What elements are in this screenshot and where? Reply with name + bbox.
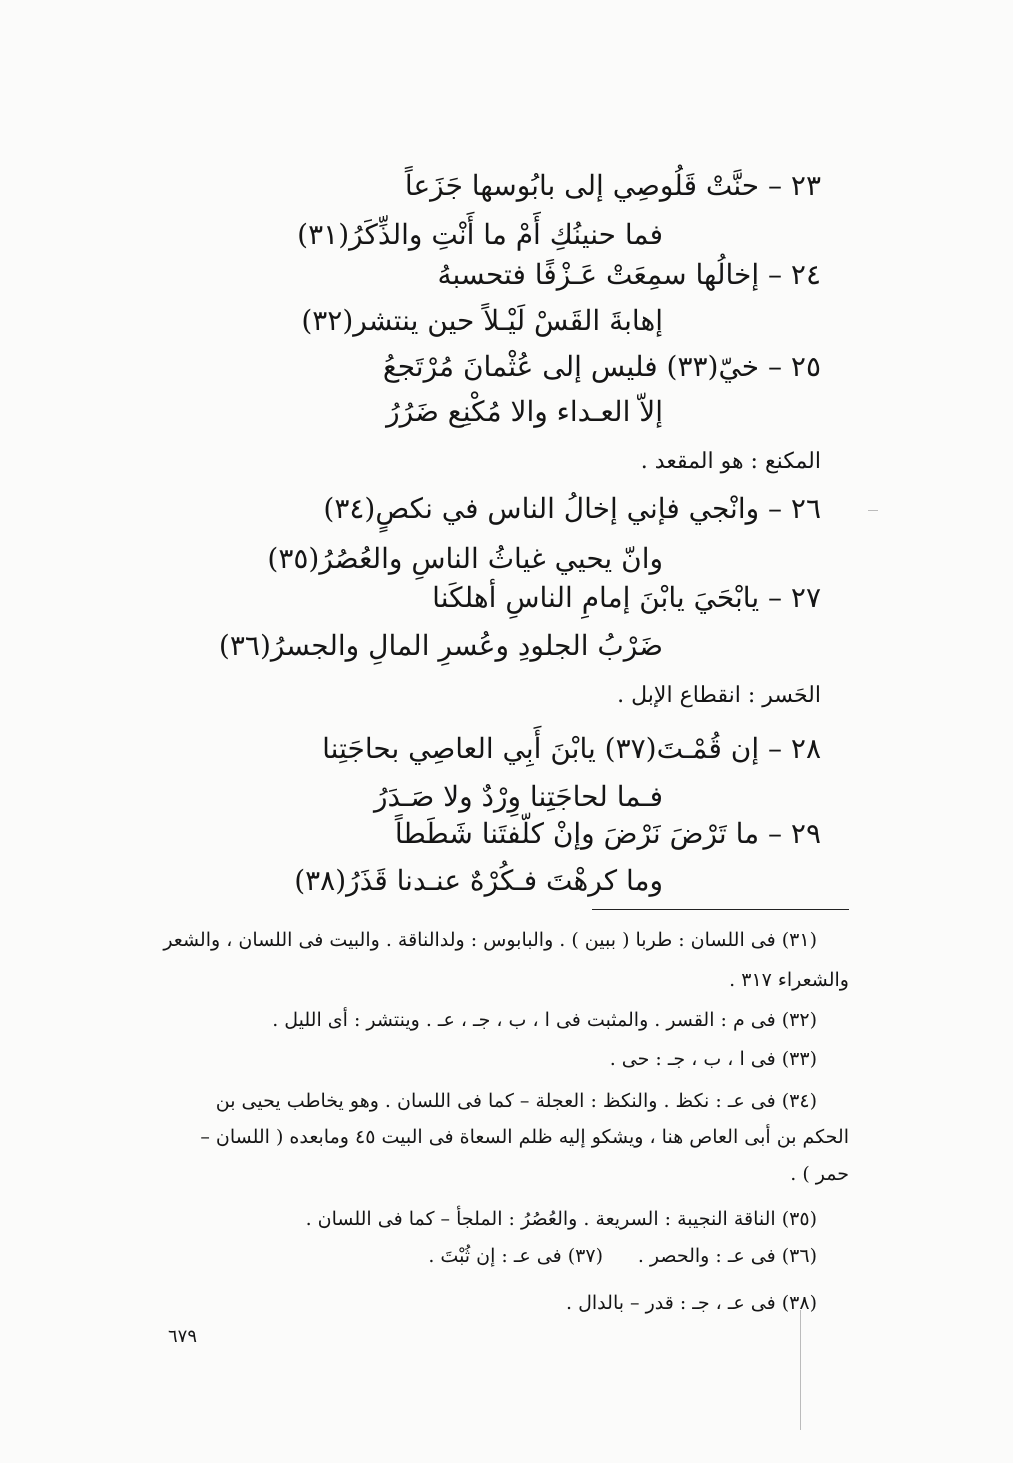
verse-25-line-2: إلاّ العـداء والا مُكْنِع ضَرُرُ [386, 395, 663, 428]
verse-27-line-1: ٢٧ – يابْحَيَ يابْنَ إمامِ الناسِ أهلكَنا [432, 581, 821, 614]
footnote-34-line-1: (٣٤) فى عـ : نكظ . والنكظ : العجلة – كما فى اللسان . وهو يخاطب يحيى بن [215, 1090, 817, 1112]
footnote-33: (٣٣) فى ا ، ب ، جـ : حى . [609, 1048, 817, 1070]
verse-29-line-1: ٢٩ – ما تَرْضَ نَرْضَ وإنْ كلّفتَنا شَطَطاً [394, 817, 821, 850]
verse-28-line-1: ٢٨ – إن قُمْـتَ(٣٧) يابْنَ أَبِي العاصِي بحاجَتِنا [322, 732, 821, 765]
footnote-31-line-1: (٣١) فى اللسان : طربا ( ببين ) . والبابوس : ولدالناقة . والبيت فى اللسان ، والشعر [163, 929, 817, 951]
verse-25-line-1: ٢٥ – خيّ(٣٣) فليس إلى عُثْمانَ مُرْتَجعُ [382, 350, 821, 383]
footnote-31-line-2: والشعراء ٣١٧ . [729, 969, 849, 991]
verse-24-line-1: ٢٤ – إخالُها سمِعَتْ عَـزْفًا فتحسبهُ [437, 258, 821, 291]
verse-23-line-1: ٢٣ – حنَّتْ قَلُوصِي إلى بابُوسها جَزَعاً [404, 169, 821, 202]
verse-23-line-2: فما حنينُكِ أَمْ ما أَنْتِ والذِّكَرُ(٣١) [297, 218, 663, 251]
page-number: ٦٧٩ [168, 1326, 198, 1347]
footnote-36: (٣٦) فى عـ : والحصر . [637, 1245, 817, 1267]
footnote-separator [592, 909, 849, 910]
verse-26-line-2: وانّ يحيي غياثُ الناسِ والعُصُرُ(٣٥) [267, 542, 663, 575]
footnote-35: (٣٥) الناقة النجيبة : السريعة . والعُصُرُ : الملجأ – كما فى اللسان . [305, 1208, 817, 1230]
verse-24-line-2: إهابةَ القَسْ لَيْـلاً حين ينتشر(٣٢) [301, 304, 663, 337]
scan-mark-right-margin [800, 1310, 801, 1430]
verse-28-line-2: فـما لحاجَتِنا وِرْدٌ ولا صَـدَرُ [374, 780, 663, 813]
footnote-38: (٣٨) فى عـ ، جـ : قدر – بالدال . [566, 1292, 817, 1314]
verse-27-line-2: ضَرْبُ الجلودِ وعُسرِ المالِ والجسرُ(٣٦) [218, 629, 663, 662]
footnote-34-line-2: الحكم بن أبى العاص هنا ، ويشكو إليه ظلم السعاة فى البيت ٤٥ ومابعده ( اللسان – [200, 1126, 849, 1148]
gloss-muknia: المكنع : هو المقعد . [640, 449, 821, 474]
verse-26-line-1: ٢٦ – وانْجي فإني إخالُ الناس في نكصٍ(٣٤) [323, 492, 821, 525]
footnote-34-line-3: حمر ) . [790, 1163, 849, 1185]
footnote-37: (٣٧) فى عـ : إن ثُبْتَ . [428, 1245, 603, 1267]
gloss-hasr: الحَسر : انقطاع الإبل . [617, 683, 821, 708]
verse-29-line-2: وما كرهْتَ فـكُرْهٌ عنـدنا قَذَرُ(٣٨) [294, 864, 663, 897]
scan-mark-right-edge [868, 510, 878, 511]
footnote-32: (٣٢) فى م : القسر . والمثبت فى ا ، ب ، جـ ، عـ . وينتشر : أى الليل . [272, 1009, 817, 1031]
